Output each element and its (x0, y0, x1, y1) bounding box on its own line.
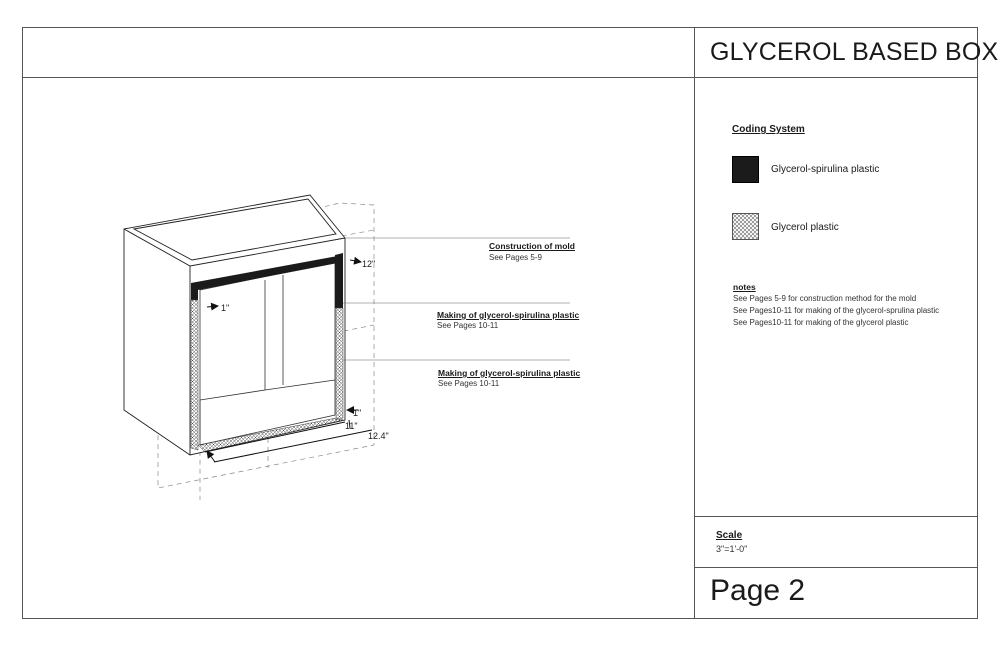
inner-offset-dimension: 1" (221, 303, 230, 313)
spirulina-plastic-swatch (732, 156, 759, 183)
legend-heading: Coding System (732, 124, 805, 135)
sidebar-divider (694, 27, 695, 619)
callout-title-mold: Construction of mold (489, 241, 575, 251)
callout-subtitle-spirulina-plastic: See Pages 10-11 (437, 321, 499, 330)
depth-dimension: 11" (345, 421, 358, 431)
top-thickness-dimension: 12" (362, 259, 376, 269)
legend-label-spirulina: Glycerol-spirulina plastic (771, 164, 880, 175)
callout-title-glycerol-plastic: Making of glycerol-spirulina plastic (438, 368, 581, 378)
notes-heading: notes (733, 282, 756, 292)
glycerol-plastic-swatch (732, 213, 759, 240)
legend-label-glycerol: Glycerol plastic (771, 222, 839, 233)
callout-title-spirulina-plastic: Making of glycerol-spirulina plastic (437, 310, 580, 320)
callout-subtitle-glycerol-plastic: See Pages 10-11 (438, 379, 500, 388)
scale-divider (694, 516, 978, 517)
crosshatch-pattern-icon (733, 214, 758, 239)
width-dimension: 12.4" (368, 431, 389, 441)
page-divider (694, 567, 978, 568)
box-outer-shell (124, 195, 345, 455)
scale-value: 3"=1'-0" (716, 544, 748, 554)
sheet-title: GLYCEROL BASED BOX (710, 38, 999, 66)
note-line: See Pages 5-9 for construction method for the mold (733, 294, 917, 303)
page-number: Page 2 (710, 574, 806, 607)
note-line: See Pages10-11 for making of the glycerol plastic (733, 318, 909, 327)
callout-subtitle-mold: See Pages 5-9 (489, 253, 542, 262)
scale-heading: Scale (716, 530, 743, 541)
bottom-offset-dimension: 1" (353, 408, 362, 418)
note-line: See Pages10-11 for making of the glycerol-sprulina plastic (733, 306, 940, 315)
